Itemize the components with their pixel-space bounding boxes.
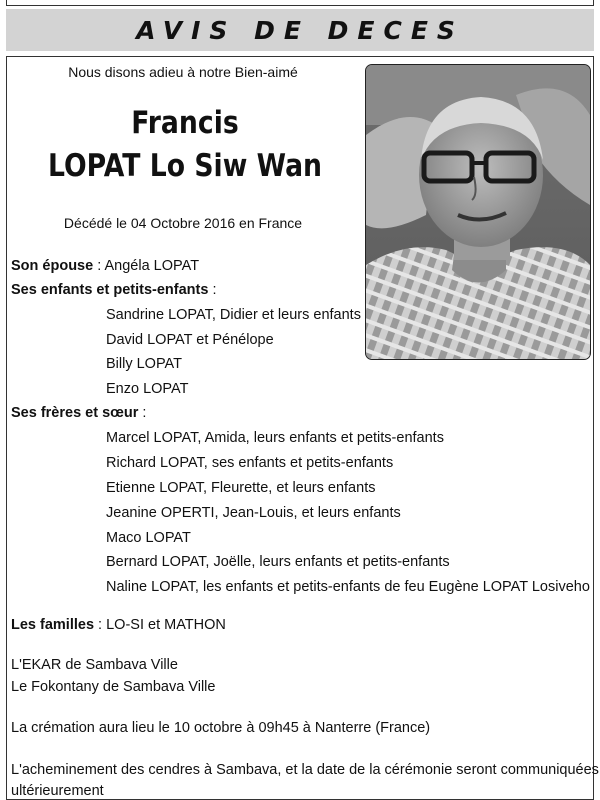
spouse-sep: : [93,258,105,274]
deceased-last-name: LOPAT Lo Siw Wan [47,148,323,184]
families-line [11,617,226,633]
portrait-photo [365,64,591,360]
org-line: L'EKAR de Sambava Ville [11,657,178,673]
header-banner [6,9,594,51]
intro-text: Nous disons adieu à notre Bien-aimé [68,64,298,80]
page-title: AVIS DE DECES [136,15,464,45]
list-item: Sandrine LOPAT, Didier et leurs enfants [106,307,361,323]
list-item: Maco LOPAT [106,530,191,546]
list-item: Marcel LOPAT, Amida, leurs enfants et petits-enfants [106,430,444,446]
siblings-heading [11,405,146,421]
siblings-label: Ses frères et sœur [11,405,139,421]
cremation-text: La crémation aura lieu le 10 octobre à 09h45 à Nanterre (France) [11,720,431,736]
list-item: Etienne LOPAT, Fleurette, et leurs enfants [106,480,376,496]
spouse-name: Angéla LOPAT [104,258,200,274]
list-item: Naline LOPAT, les enfants et petits-enfants de feu Eugène LOPAT Losiveho [106,579,590,595]
list-item: Richard LOPAT, ses enfants et petits-enfants [106,455,394,471]
list-item: Jeanine OPERTI, Jean-Louis, et leurs enfants [106,505,401,521]
list-item: Billy LOPAT [106,356,183,372]
children-label: Ses enfants et petits-enfants [11,282,209,298]
list-item: David LOPAT et Pénélope [106,332,274,348]
children-heading [11,282,216,298]
siblings-sep: : [138,405,147,421]
portrait-image [366,65,590,359]
ashes-text-line1: L'acheminement des cendres à Sambava, et la date de la cérémonie seront communiquées [11,762,599,778]
ashes-text-line2: ultérieurement [11,783,104,799]
spouse-label: Son épouse [11,258,94,274]
list-item: Bernard LOPAT, Joëlle, leurs enfants et petits-enfants [106,554,450,570]
top-border [6,0,594,6]
spouse-line [11,258,199,274]
families-value: LO-SI et MATHON [106,617,226,633]
deceased-first-name: Francis [131,105,239,141]
families-label: Les familles [11,617,95,633]
list-item: Enzo LOPAT [106,381,189,397]
families-sep: : [94,617,107,633]
children-sep: : [208,282,217,298]
org-line: Le Fokontany de Sambava Ville [11,679,216,695]
death-date-text: Décédé le 04 Octobre 2016 en France [63,215,303,231]
